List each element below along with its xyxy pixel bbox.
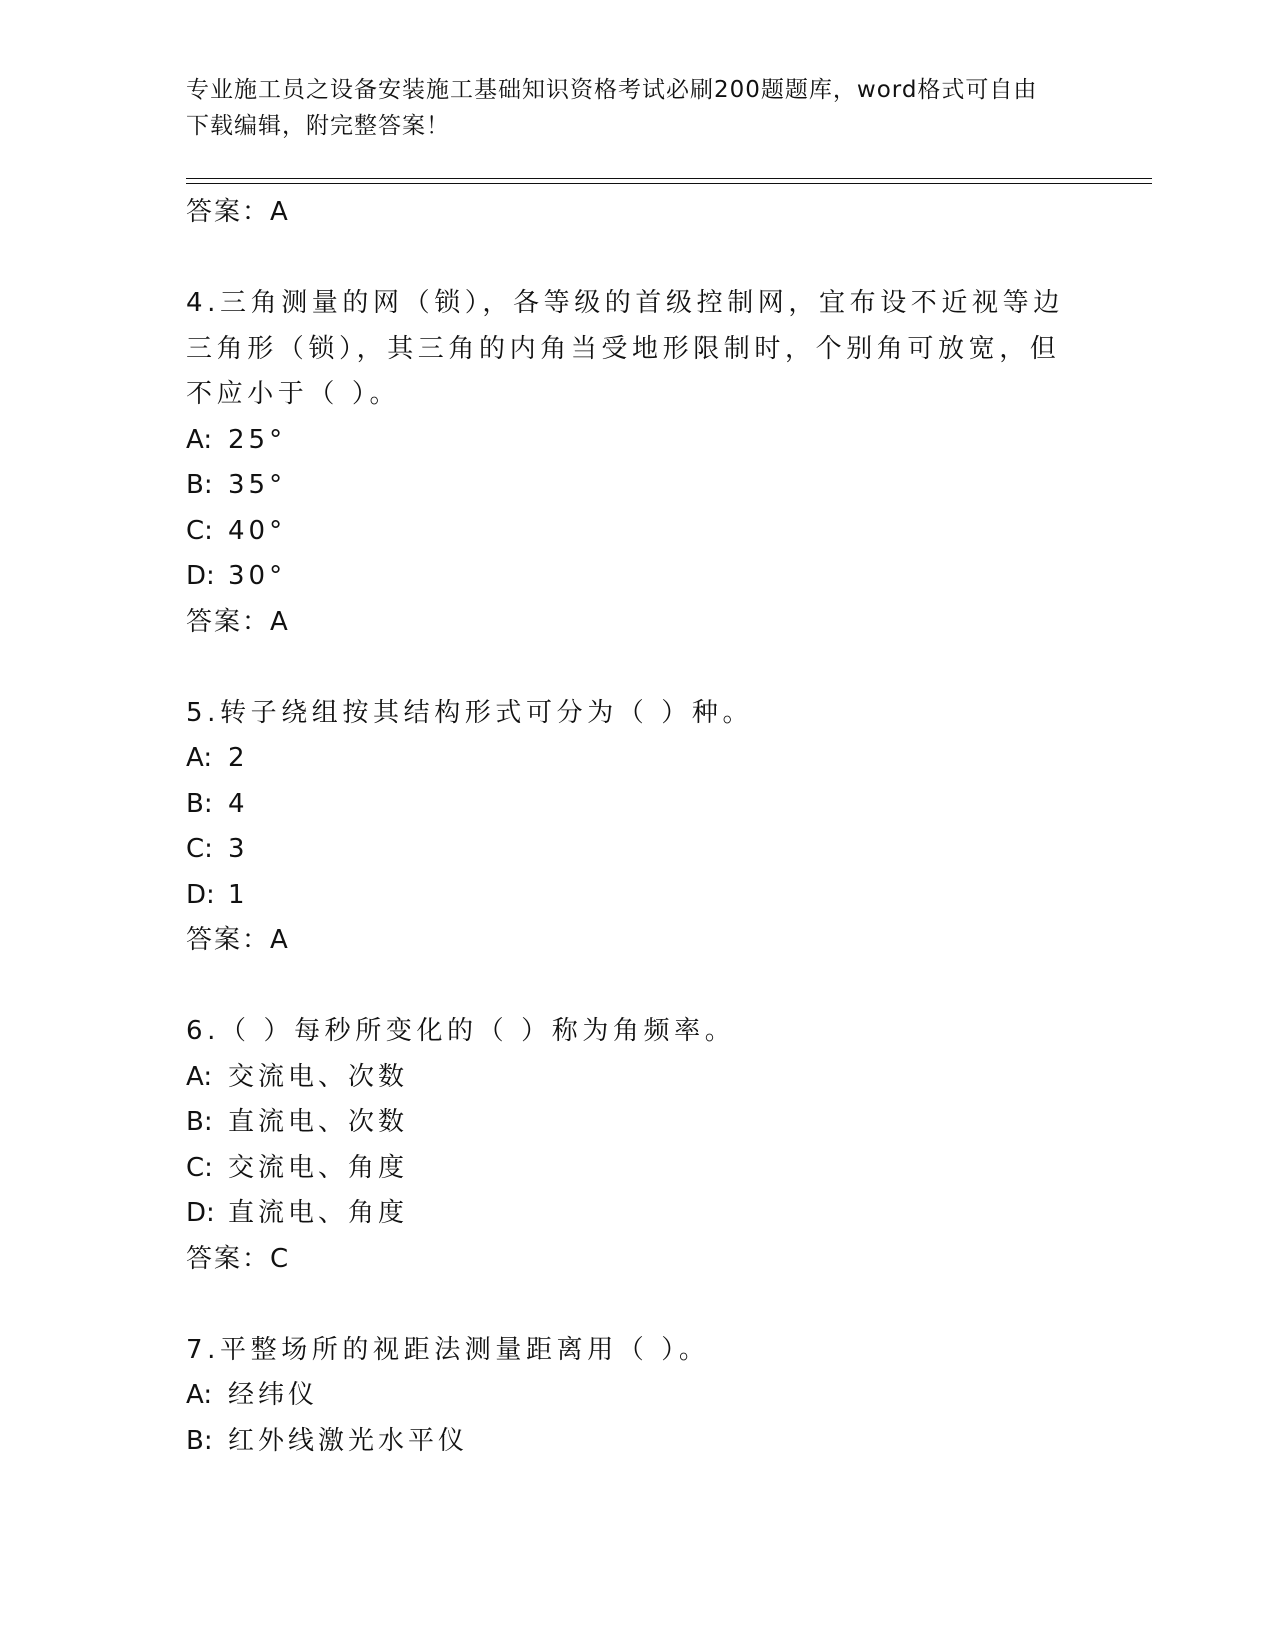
option-key: A: [186, 1061, 213, 1092]
answer-line: 答案：A [186, 606, 290, 637]
header-divider-bottom [186, 183, 1152, 184]
option-key: D: [186, 879, 215, 910]
question-stem: 6.（ ）每秒所变化的（ ）称为角频率。 [186, 1016, 736, 1046]
option-text: 交流电、次数 [228, 1061, 409, 1092]
option-a [186, 418, 1086, 464]
option-text: 经纬仪 [228, 1380, 319, 1410]
question-stem: 5.转子绕组按其结构形式可分为（ ）种。 [186, 697, 754, 728]
option-key: A: [186, 743, 213, 773]
answer-line: 答案：A [186, 925, 290, 955]
option-a [186, 1373, 1086, 1419]
spacer [186, 236, 1086, 282]
option-key: D: [186, 1198, 215, 1228]
answer-line: 答案：C [186, 1243, 291, 1274]
option-c [186, 1146, 1086, 1192]
question-5 [186, 691, 1086, 964]
option-text: 1 [228, 879, 249, 910]
option-key: D: [186, 561, 215, 591]
question-7 [186, 1328, 1086, 1465]
option-text: 4 [228, 788, 249, 819]
option-key: B: [186, 470, 213, 500]
question-stem: 4.三角测量的网（锁），各等级的首级控制网，宜布设不近视等边三角形（锁），其三角的内角当受地形限制时，个别角可放宽，但不应小于（ ）。 [186, 288, 1064, 409]
document-header [186, 72, 1066, 144]
spacer [186, 645, 1086, 691]
spacer [186, 1282, 1086, 1328]
option-text: 红外线激光水平仪 [228, 1425, 469, 1456]
option-text: 直流电、次数 [228, 1107, 409, 1137]
option-text: 3 [228, 834, 249, 864]
option-b [186, 1100, 1086, 1146]
option-key: C: [186, 515, 213, 546]
option-text: 35° [228, 470, 287, 500]
option-text: 2 [228, 743, 249, 773]
option-key: C: [186, 1152, 213, 1183]
option-key: B: [186, 1107, 213, 1137]
answer-line: 答案：A [186, 197, 290, 227]
option-b [186, 1419, 1086, 1465]
option-d [186, 873, 1086, 919]
question-4 [186, 281, 1086, 645]
option-c [186, 827, 1086, 873]
option-a [186, 1055, 1086, 1101]
option-key: B: [186, 788, 213, 819]
option-b [186, 463, 1086, 509]
question-6 [186, 1009, 1086, 1282]
option-key: A: [186, 424, 213, 455]
option-text: 交流电、角度 [228, 1152, 409, 1183]
option-d [186, 1191, 1086, 1237]
option-text: 30° [228, 561, 287, 591]
header-divider-top [186, 178, 1152, 179]
header-line-1: 专业施工员之设备安装施工基础知识资格考试必刷200题题库，word格式可自由 [186, 77, 1038, 103]
option-key: C: [186, 834, 213, 864]
header-line-2: 下载编辑，附完整答案！ [186, 113, 450, 139]
option-a [186, 736, 1086, 782]
option-key: A: [186, 1380, 213, 1410]
option-text: 25° [228, 424, 287, 455]
option-key: B: [186, 1425, 213, 1456]
question-stem: 7.平整场所的视距法测量距离用（ ）。 [186, 1334, 710, 1365]
option-text: 直流电、角度 [228, 1198, 409, 1228]
option-c [186, 509, 1086, 555]
option-text: 40° [228, 515, 287, 546]
question-list [186, 190, 1086, 1464]
spacer [186, 964, 1086, 1010]
option-d [186, 554, 1086, 600]
option-b [186, 782, 1086, 828]
